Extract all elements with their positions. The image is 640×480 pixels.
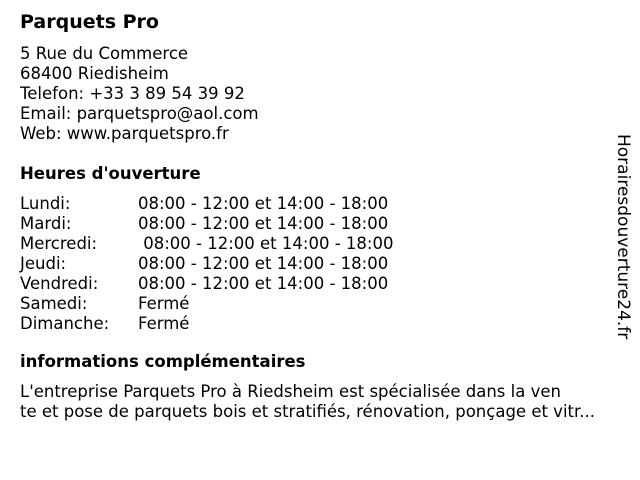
email-address: Email: parquetspro@aol.com [20,104,259,123]
hours-day-label: Mardi: [20,214,72,233]
hours-day-value: 08:00 - 12:00 et 14:00 - 18:00 [138,274,389,293]
hours-day-value: Fermé [138,294,190,313]
hours-day-label: Jeudi: [20,254,67,273]
hours-day-value: Fermé [138,314,190,333]
phone-number: Telefon: +33 3 89 54 39 92 [20,84,245,103]
hours-row-vendredi [20,274,610,294]
hours-row-samedi [20,294,610,314]
hours-day-value: 08:00 - 12:00 et 14:00 - 18:00 [138,214,389,233]
hours-day-label: Dimanche: [20,314,110,333]
watermark-brand: Horairesdouverture24.fr [613,134,633,340]
hours-day-label: Samedi: [20,294,88,313]
address-street: 5 Rue du Commerce [20,44,189,63]
info-description [20,382,625,422]
hours-day-value: 08:00 - 12:00 et 14:00 - 18:00 [138,254,389,273]
hours-day-label: Mercredi: [20,234,98,253]
hours-day-label: Vendredi: [20,274,99,293]
business-name: Parquets Pro [20,11,159,33]
hours-row-mercredi [20,234,610,254]
hours-row-mardi [20,214,610,234]
info-title: informations complémentaires [20,352,306,371]
info-description-line: te et pose de parquets bois et stratifiés, rénovation, ponçage et vitr... [20,402,596,421]
hours-day-value: 08:00 - 12:00 et 14:00 - 18:00 [138,194,389,213]
info-description-line: L'entreprise Parquets Pro à Riedsheim est spécialisée dans la ven [20,382,561,401]
address-block [20,44,610,144]
hours-row-lundi [20,194,610,214]
hours-row-dimanche [20,314,610,334]
address-city: 68400 Riedisheim [20,64,169,83]
hours-day-label: Lundi: [20,194,71,213]
hours-day-value: 08:00 - 12:00 et 14:00 - 18:00 [138,234,394,253]
hours-title: Heures d'ouverture [20,164,201,183]
hours-table [20,194,610,334]
hours-row-jeudi [20,254,610,274]
website: Web: www.parquetspro.fr [20,124,229,143]
business-card [20,8,610,422]
